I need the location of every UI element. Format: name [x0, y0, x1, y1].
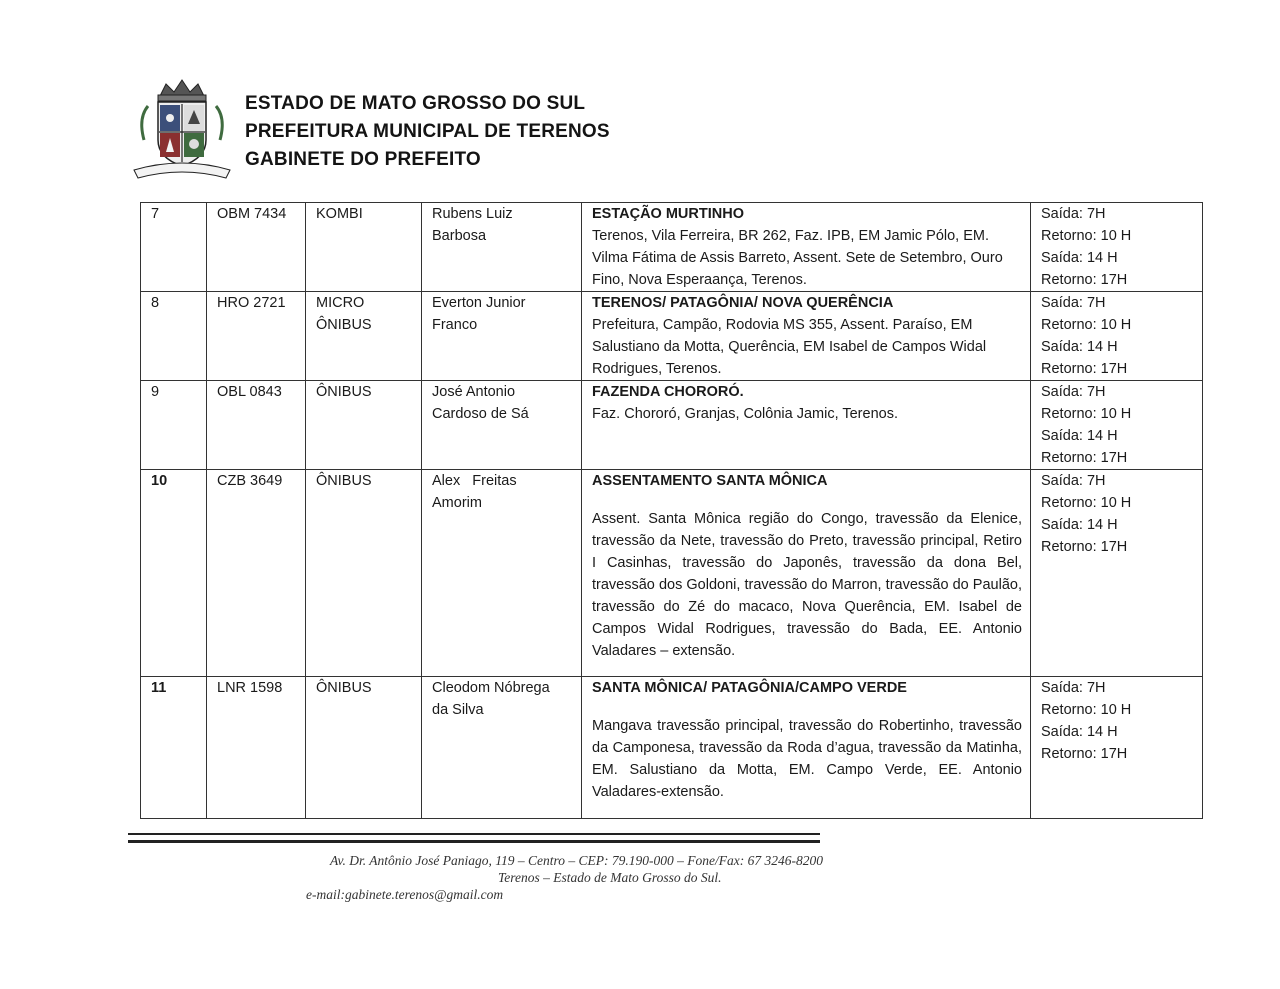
- route-title: SANTA MÔNICA/ PATAGÔNIA/CAMPO VERDE: [592, 680, 907, 696]
- route-cell: [582, 677, 1031, 819]
- footer-divider: [128, 833, 820, 843]
- driver-name: José Antonio Cardoso de Sá: [422, 381, 582, 470]
- table-row: [141, 292, 1203, 381]
- footer-address: Av. Dr. Antônio José Paniago, 119 – Centro – CEP: 79.190-000 – Fone/Fax: 67 3246-8200: [330, 853, 823, 868]
- footer-contact: [306, 852, 940, 903]
- letterhead-titles: [245, 90, 610, 174]
- schedule-cell: Saída: 7H Retorno: 10 H Saída: 14 H Retorno: 17H: [1031, 470, 1203, 677]
- footer-city: Terenos – Estado de Mato Grosso do Sul.: [498, 870, 722, 885]
- driver-name: Everton Junior Franco: [422, 292, 582, 381]
- route-title: TERENOS/ PATAGÔNIA/ NOVA QUERÊNCIA: [592, 295, 894, 311]
- table-row: [141, 677, 1203, 819]
- vehicle-type: MICRO ÔNIBUS: [306, 292, 422, 381]
- row-number: 9: [141, 381, 207, 470]
- route-description: Prefeitura, Campão, Rodovia MS 355, Assent. Paraíso, EM Salustiano da Motta, Querência, EM Isabel de Campos Widal Rodrigues, Terenos.: [592, 317, 987, 377]
- row-number: 11: [141, 677, 207, 819]
- schedule-cell: Saída: 7H Retorno: 10 H Saída: 14 H Retorno: 17H: [1031, 381, 1203, 470]
- route-title: ESTAÇÃO MURTINHO: [592, 206, 744, 222]
- schedule-cell: Saída: 7H Retorno: 10 H Saída: 14 H Retorno: 17H: [1031, 677, 1203, 819]
- route-description: Terenos, Vila Ferreira, BR 262, Faz. IPB, EM Jamic Pólo, EM. Vilma Fátima de Assis Barreto, Assent. Sete de Setembro, Ouro Fino, Nova Esperaança, Terenos.: [592, 228, 1003, 288]
- driver-name: Rubens Luiz Barbosa: [422, 203, 582, 292]
- vehicle-type: ÔNIBUS: [306, 677, 422, 819]
- office-name: GABINETE DO PREFEITO: [245, 149, 481, 170]
- vehicle-plate: LNR 1598: [207, 677, 306, 819]
- schedule-cell: Saída: 7H Retorno: 10 H Saída: 14 H Retorno: 17H: [1031, 203, 1203, 292]
- vehicle-plate: OBL 0843: [207, 381, 306, 470]
- driver-name: Alex Freitas Amorim: [422, 470, 582, 677]
- state-name: ESTADO DE MATO GROSSO DO SUL: [245, 93, 586, 114]
- table-row: [141, 381, 1203, 470]
- row-number: 10: [141, 470, 207, 677]
- schedule-cell: Saída: 7H Retorno: 10 H Saída: 14 H Retorno: 17H: [1031, 292, 1203, 381]
- route-description: Mangava travessão principal, travessão do Robertinho, travessão da Camponesa, travessão da Roda d’agua, travessão da Matinha, EM. Salustiano da Motta, EM. Campo Verde, EE. Antonio Valadares-extensão.: [592, 718, 1022, 800]
- vehicle-plate: HRO 2721: [207, 292, 306, 381]
- route-title: ASSENTAMENTO SANTA MÔNICA: [592, 473, 828, 489]
- route-cell: [582, 292, 1031, 381]
- route-description: Assent. Santa Mônica região do Congo, travessão da Elenice, travessão da Nete, travessão do Preto, travessão principal, Retiro I Casinhas, travessão do Japonês, travessão da dona Bel, travessão dos Goldoni, travessão do Marron, travessão do Paulão, travessão do Zé do macaco, Nova Querência, EM. Isabel de Campos Widal Rodrigues, travessão do Bada, EE. Antonio Valadares – extensão.: [592, 511, 1022, 659]
- route-description: Faz. Chororó, Granjas, Colônia Jamic, Terenos.: [592, 406, 898, 422]
- letterhead: [130, 78, 830, 183]
- vehicle-plate: OBM 7434: [207, 203, 306, 292]
- vehicle-type: ÔNIBUS: [306, 470, 422, 677]
- route-cell: [582, 470, 1031, 677]
- vehicle-plate: CZB 3649: [207, 470, 306, 677]
- route-cell: [582, 381, 1031, 470]
- table-row: [141, 470, 1203, 677]
- school-transport-routes-table: [140, 202, 1203, 819]
- driver-name: Cleodom Nóbrega da Silva: [422, 677, 582, 819]
- row-number: 8: [141, 292, 207, 381]
- vehicle-type: KOMBI: [306, 203, 422, 292]
- route-cell: [582, 203, 1031, 292]
- table-row: [141, 203, 1203, 292]
- vehicle-type: ÔNIBUS: [306, 381, 422, 470]
- prefecture-name: PREFEITURA MUNICIPAL DE TERENOS: [245, 121, 610, 142]
- footer-email: e-mail:gabinete.terenos@gmail.com: [306, 887, 504, 902]
- route-title: FAZENDA CHORORÓ.: [592, 384, 744, 400]
- municipal-coat-of-arms-icon: [130, 78, 234, 182]
- row-number: 7: [141, 203, 207, 292]
